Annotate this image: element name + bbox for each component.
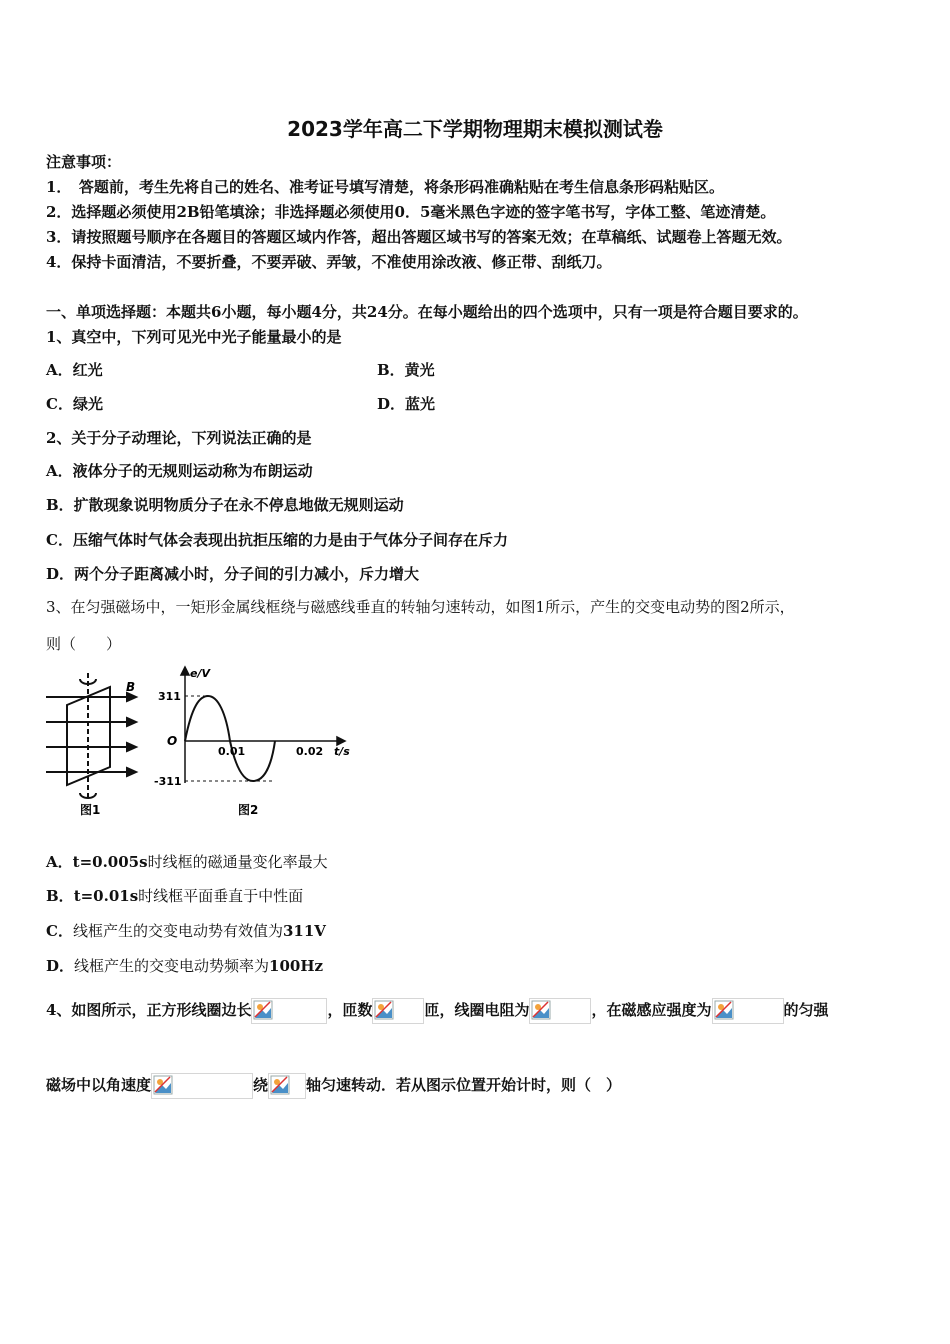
q3-stem-tail: 则（ ） — [46, 635, 122, 653]
fig2-ylabel: e/V — [190, 667, 210, 680]
q2-stem: 2、关于分子动理论，下列说法正确的是 — [46, 429, 312, 447]
notice-item: 3．请按照题号顺序在各题目的答题区域内作答，超出答题区域书写的答案无效；在草稿纸、试题卷上答题无效。 — [46, 228, 792, 246]
fig2-origin: O — [167, 734, 178, 748]
notice-heading: 注意事项： — [46, 153, 122, 171]
q2-option-a: A．液体分子的无规则运动称为布朗运动 — [46, 462, 313, 480]
magnetic-field-arrows — [46, 693, 136, 776]
section-heading: 一、单项选择题：本题共6小题，每小题4分，共24分。在每小题给出的四个选项中，只有一项是符合题目要求的。 — [46, 303, 808, 321]
q2-option-b: B．扩散现象说明物质分子在永不停息地做无规则运动 — [46, 496, 404, 514]
fig2-xlabel: t/s — [334, 745, 350, 758]
q1-stem: 1、真空中，下列可见光中光子能量最小的是 — [46, 328, 342, 346]
q3-stem: 3、在匀强磁场中，一矩形金属线框绕与磁感线垂直的转轴匀速转动，如图1所示，产生的交变电动势的图2所示， — [46, 598, 795, 616]
formula-image-icon — [251, 998, 327, 1024]
q3-figures — [40, 665, 360, 825]
notice-item: 4．保持卡面清洁，不要折叠，不要弄破、弄皱，不准使用涂改液、修正带、刮纸刀。 — [46, 253, 612, 271]
formula-image-icon — [151, 1073, 253, 1099]
fig2-axes — [181, 667, 345, 783]
fig2-x1: 0.01 — [218, 745, 246, 758]
q4-line1: 4、如图所示，正方形线圈边长 ，匝数 匝，线圈电阻为 ，在磁感应强度为 的匀强 — [46, 998, 829, 1024]
q3-option-b: B．t=0.01s时线框平面垂直于中性面 — [46, 887, 304, 905]
formula-image-icon — [712, 998, 784, 1024]
notice-item: 1． 答题前，考生先将自己的姓名、准考证号填写清楚，将条形码准确粘贴在考生信息条形码粘贴区。 — [46, 178, 724, 196]
q1-option-c: C．绿光 — [46, 395, 103, 413]
q1-option-b: B．黄光 — [377, 361, 435, 379]
fig2-ymin: -311 — [154, 775, 182, 788]
q4-line2: 磁场中以角速度 绕 轴匀速转动．若从图示位置开始计时，则（ ） — [46, 1073, 621, 1099]
emf-sine-curve — [185, 696, 275, 781]
q3-option-c: C．线框产生的交变电动势有效值为311V — [46, 922, 326, 940]
page-title: 2023学年高二下学期物理期末模拟测试卷 — [287, 117, 663, 141]
rotating-frame — [67, 673, 110, 799]
fig2-x2: 0.02 — [296, 745, 324, 758]
formula-image-icon — [268, 1073, 306, 1099]
fig1-b-label: B — [126, 680, 136, 694]
q1-option-a: A．红光 — [46, 361, 103, 379]
q3-option-d: D．线框产生的交变电动势频率为100Hz — [46, 957, 324, 975]
fig1-caption: 图1 — [80, 803, 101, 817]
q2-option-d: D．两个分子距离减小时，分子间的引力减小，斥力增大 — [46, 565, 420, 583]
formula-image-icon — [372, 998, 424, 1024]
q2-option-c: C．压缩气体时气体会表现出抗拒压缩的力是由于气体分子间存在斥力 — [46, 531, 508, 549]
formula-image-icon — [529, 998, 591, 1024]
notice-item: 2．选择题必须使用2B铅笔填涂；非选择题必须使用0．5毫米黑色字迹的签字笔书写，字体工整、笔迹清楚。 — [46, 203, 776, 221]
q1-option-d: D．蓝光 — [377, 395, 436, 413]
q3-option-a: A．t=0.005s时线框的磁通量变化率最大 — [46, 853, 328, 871]
fig2-ymax: 311 — [158, 690, 181, 703]
fig2-caption: 图2 — [238, 803, 259, 817]
